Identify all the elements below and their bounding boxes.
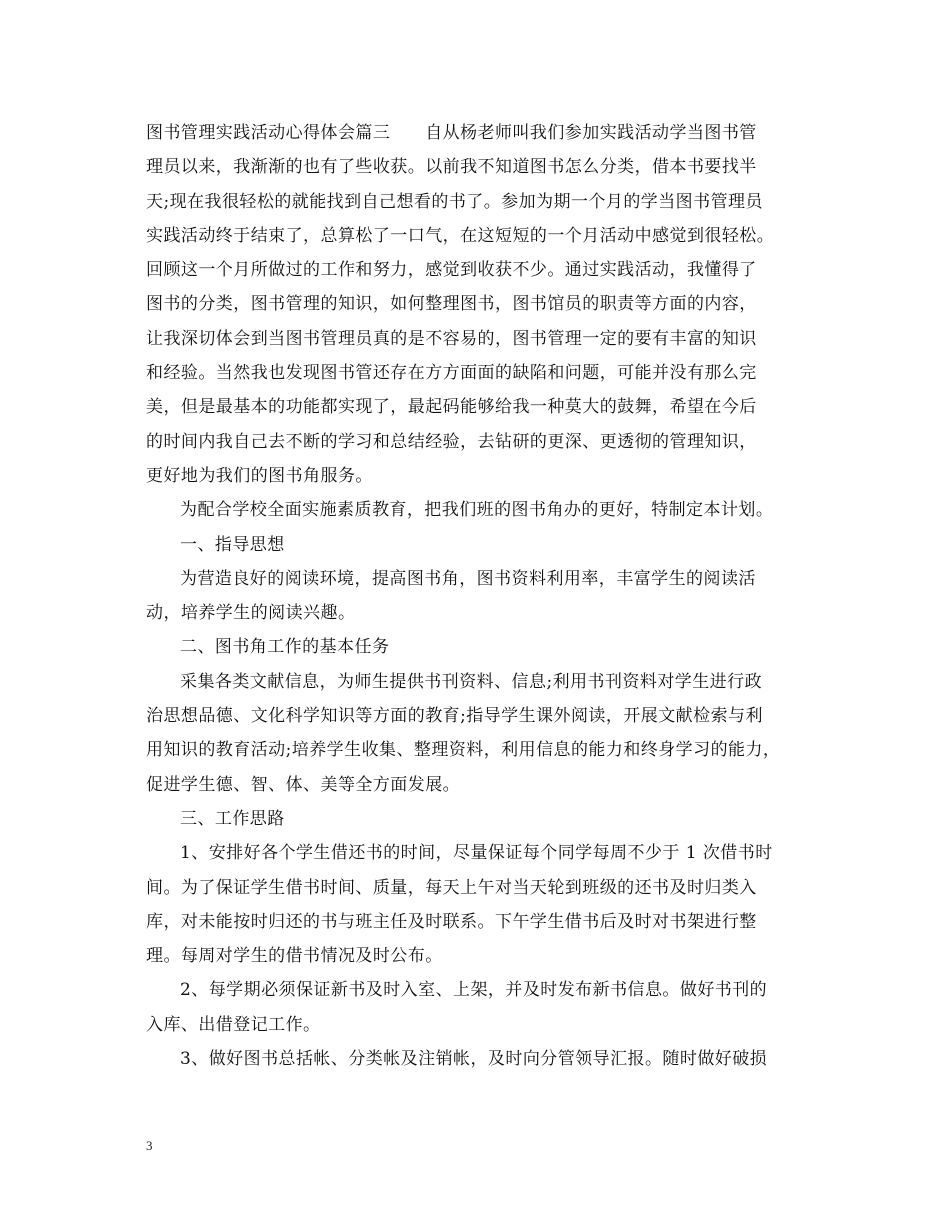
document-body	[146, 116, 822, 1076]
text-line: 的时间内我自己去不断的学习和总结经验，去钻研的更深、更透彻的管理知识，	[146, 431, 757, 452]
text-line: 间。为了保证学生借书时间、质量，每天上午对当天轮到班级的还书及时归类入	[146, 877, 757, 898]
text-line: 库，对未能按时归还的书与班主任及时联系。下午学生借书后及时对书架进行整	[146, 911, 757, 932]
text-line: 三、工作思路	[180, 808, 285, 829]
text-line: 治思想品德、文化科学知识等方面的教育;指导学生课外阅读，开展文献检索与利	[146, 706, 763, 727]
text-line: 2、每学期必须保证新书及时入室、上架，并及时发布新书信息。做好书刊的	[180, 980, 768, 1001]
page-number: 3	[146, 1138, 153, 1153]
text-line: 为营造良好的阅读环境，提高图书角，图书资料利用率，丰富学生的阅读活	[180, 568, 756, 589]
text-line: 理员以来，我渐渐的也有了些收获。以前我不知道图书怎么分类，借本书要找半	[146, 157, 757, 178]
text-line: 为配合学校全面实施素质教育，把我们班的图书角办的更好，特制定本计划。	[180, 500, 774, 521]
text-line: 图书的分类，图书管理的知识，如何整理图书，图书馆员的职责等方面的内容，	[146, 294, 757, 315]
text-line: 用知识的教育活动;培养学生收集、整理资料，利用信息的能力和终身学习的能力，	[146, 740, 781, 761]
text-line: 更好地为我们的图书角服务。	[146, 465, 373, 486]
text-line: 图书管理实践活动心得体会篇三 自从杨老师叫我们参加实践活动学当图书管	[146, 123, 757, 143]
text-line: 3、做好图书总括帐、分类帐及注销帐，及时向分管领导汇报。随时做好破损	[180, 1049, 768, 1070]
text-line: 1、安排好各个学生借还书的时间，尽量保证每个同学每周不少于 1 次借书时	[180, 843, 773, 864]
text-line: 实践活动终于结束了，总算松了一口气，在这短短的一个月活动中感觉到很轻松。	[146, 225, 775, 246]
text-line: 二、图书角工作的基本任务	[180, 637, 390, 658]
text-line: 天;现在我很轻松的就能找到自己想看的书了。参加为期一个月的学当图书管理员	[146, 191, 763, 212]
text-line: 采集各类文献信息，为师生提供书刊资料、信息;利用书刊资料对学生进行政	[180, 671, 763, 692]
text-line: 入库、出借登记工作。	[146, 1014, 321, 1035]
text-line: 理。每周对学生的借书情况及时公布。	[146, 946, 443, 967]
text-line: 和经验。当然我也发现图书管还存在方方面面的缺陷和问题，可能并没有那么完	[146, 363, 757, 384]
text-line: 美，但是最基本的功能都实现了，最起码能够给我一种莫大的鼓舞，希望在今后	[146, 397, 757, 418]
text-line: 促进学生德、智、体、美等全方面发展。	[146, 774, 461, 795]
text-line: 一、指导思想	[180, 534, 285, 555]
text-line: 动，培养学生的阅读兴趣。	[146, 603, 356, 624]
text-line: 让我深切体会到当图书管理员真的是不容易的，图书管理一定的要有丰富的知识	[146, 328, 757, 349]
text-line: 回顾这一个月所做过的工作和努力，感觉到收获不少。通过实践活动，我懂得了	[146, 260, 757, 281]
